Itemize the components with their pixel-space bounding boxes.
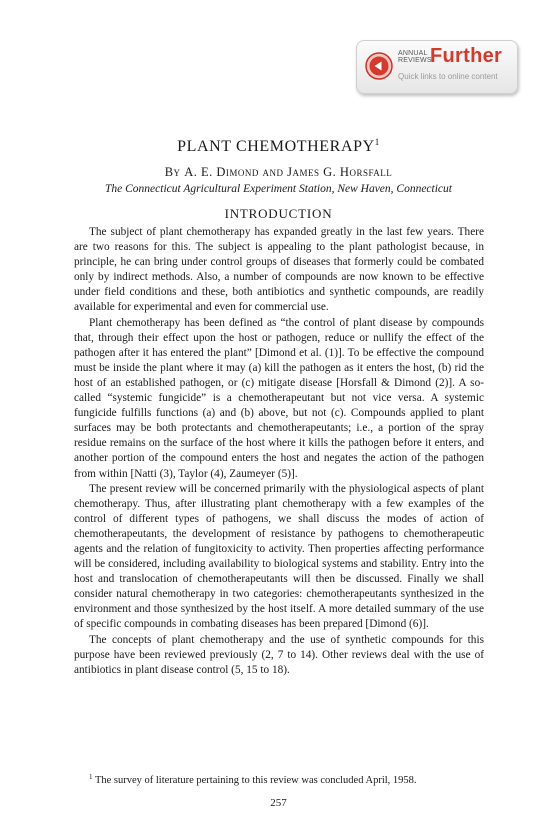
badge-further-text: Further	[430, 45, 503, 67]
article-title	[0, 137, 557, 156]
annual-reviews-logo-icon	[364, 51, 394, 81]
author-2: James G. Horsfall	[287, 165, 393, 179]
annual-reviews-further-badge[interactable]	[356, 40, 518, 94]
footnote-mark: 1	[89, 773, 93, 781]
author-prefix: By	[164, 165, 181, 179]
article-body	[74, 225, 484, 678]
paragraph-3: The present review will be concerned primarily with the physiological aspects of plant chemotherapy. Thus, after illustrating plant chemotherapy with a few examples of the control of different types of pathogens, we shall discuss the modes of action of chemotherapeutants, the development of resistance by pathogens to chemotherapeutic agents and the relation of fungitoxicity to activity. Then properties affecting performance will be considered, including availability to biological systems and stability. Entry into the host and translocation of chemotherapeutants will then be discussed. Finally we shall consider natural chemotherapy in two categories: chemotherapeutants synthesized in the environment and those synthesized by the host itself. A more detailed summary of the use of specific compounds in combating diseases has been prepared [Dimond (6)].	[74, 482, 484, 631]
footnote-text: The survey of literature pertaining to this review was concluded April, 1958.	[94, 775, 417, 786]
badge-annual-text: ANNUAL	[398, 50, 428, 57]
article-title-text: PLANT CHEMOTHERAPY	[177, 138, 375, 155]
title-footnote-mark: 1	[374, 137, 380, 147]
author-line	[0, 165, 557, 180]
author-join: and	[262, 165, 284, 179]
badge-reviews-text: REVIEWS	[398, 57, 432, 64]
page-number: 257	[270, 797, 287, 809]
paragraph-1: The subject of plant chemotherapy has expanded greatly in the last few years. There are two reasons for this. The subject is appealing to the plant pathologist because, in principle, he can bring under control groups of diseases that formerly could be combated only by indirect methods. Also, a number of compounds are now known to be effective under field conditions and these, both antibiotics and synthetic compounds, are readily available for experimental and even for commercial use.	[74, 226, 484, 314]
footnote	[89, 773, 417, 786]
section-heading: INTRODUCTION	[224, 206, 333, 221]
paragraph-4: The concepts of plant chemotherapy and the use of synthetic compounds for this purpose have been reviewed previously (2, 7 to 14). Other reviews deal with the use of antibiotics in plant disease control (5, 15 to 18).	[74, 633, 484, 676]
badge-tagline: Quick links to online content	[398, 72, 498, 81]
author-1: A. E. Dimond	[184, 165, 259, 179]
paragraph-2: Plant chemotherapy has been defined as “the control of plant disease by compounds that, through their effect upon the host or pathogen, reduce or nullify the effect of the pathogen after it has entered the plant” [Dimond et al. (1)]. To be effective the compound must be inside the plant where it may (a) kill the pathogen as it enters the host, (b) rid the host of an established pathogen, or (c) mitigate disease [Horsfall & Dimond (2)]. A so-called “systemic fungicide” is a chemotherapeutant but not vice versa. A systemic fungicide fulfills functions (a) and (b) above, but not (c). Compounds applied to plant surfaces may be both protectants and chemotherapeutants; i.e., a portion of the spray residue remains on the surface of the host where it kills the pathogen before it enters, and another portion of the compound enters the host and negates the action of the pathogen from within [Natti (3), Taylor (4), Zaumeyer (5)].	[74, 316, 484, 480]
affiliation: The Connecticut Agricultural Experiment Station, New Haven, Connecticut	[105, 183, 452, 195]
